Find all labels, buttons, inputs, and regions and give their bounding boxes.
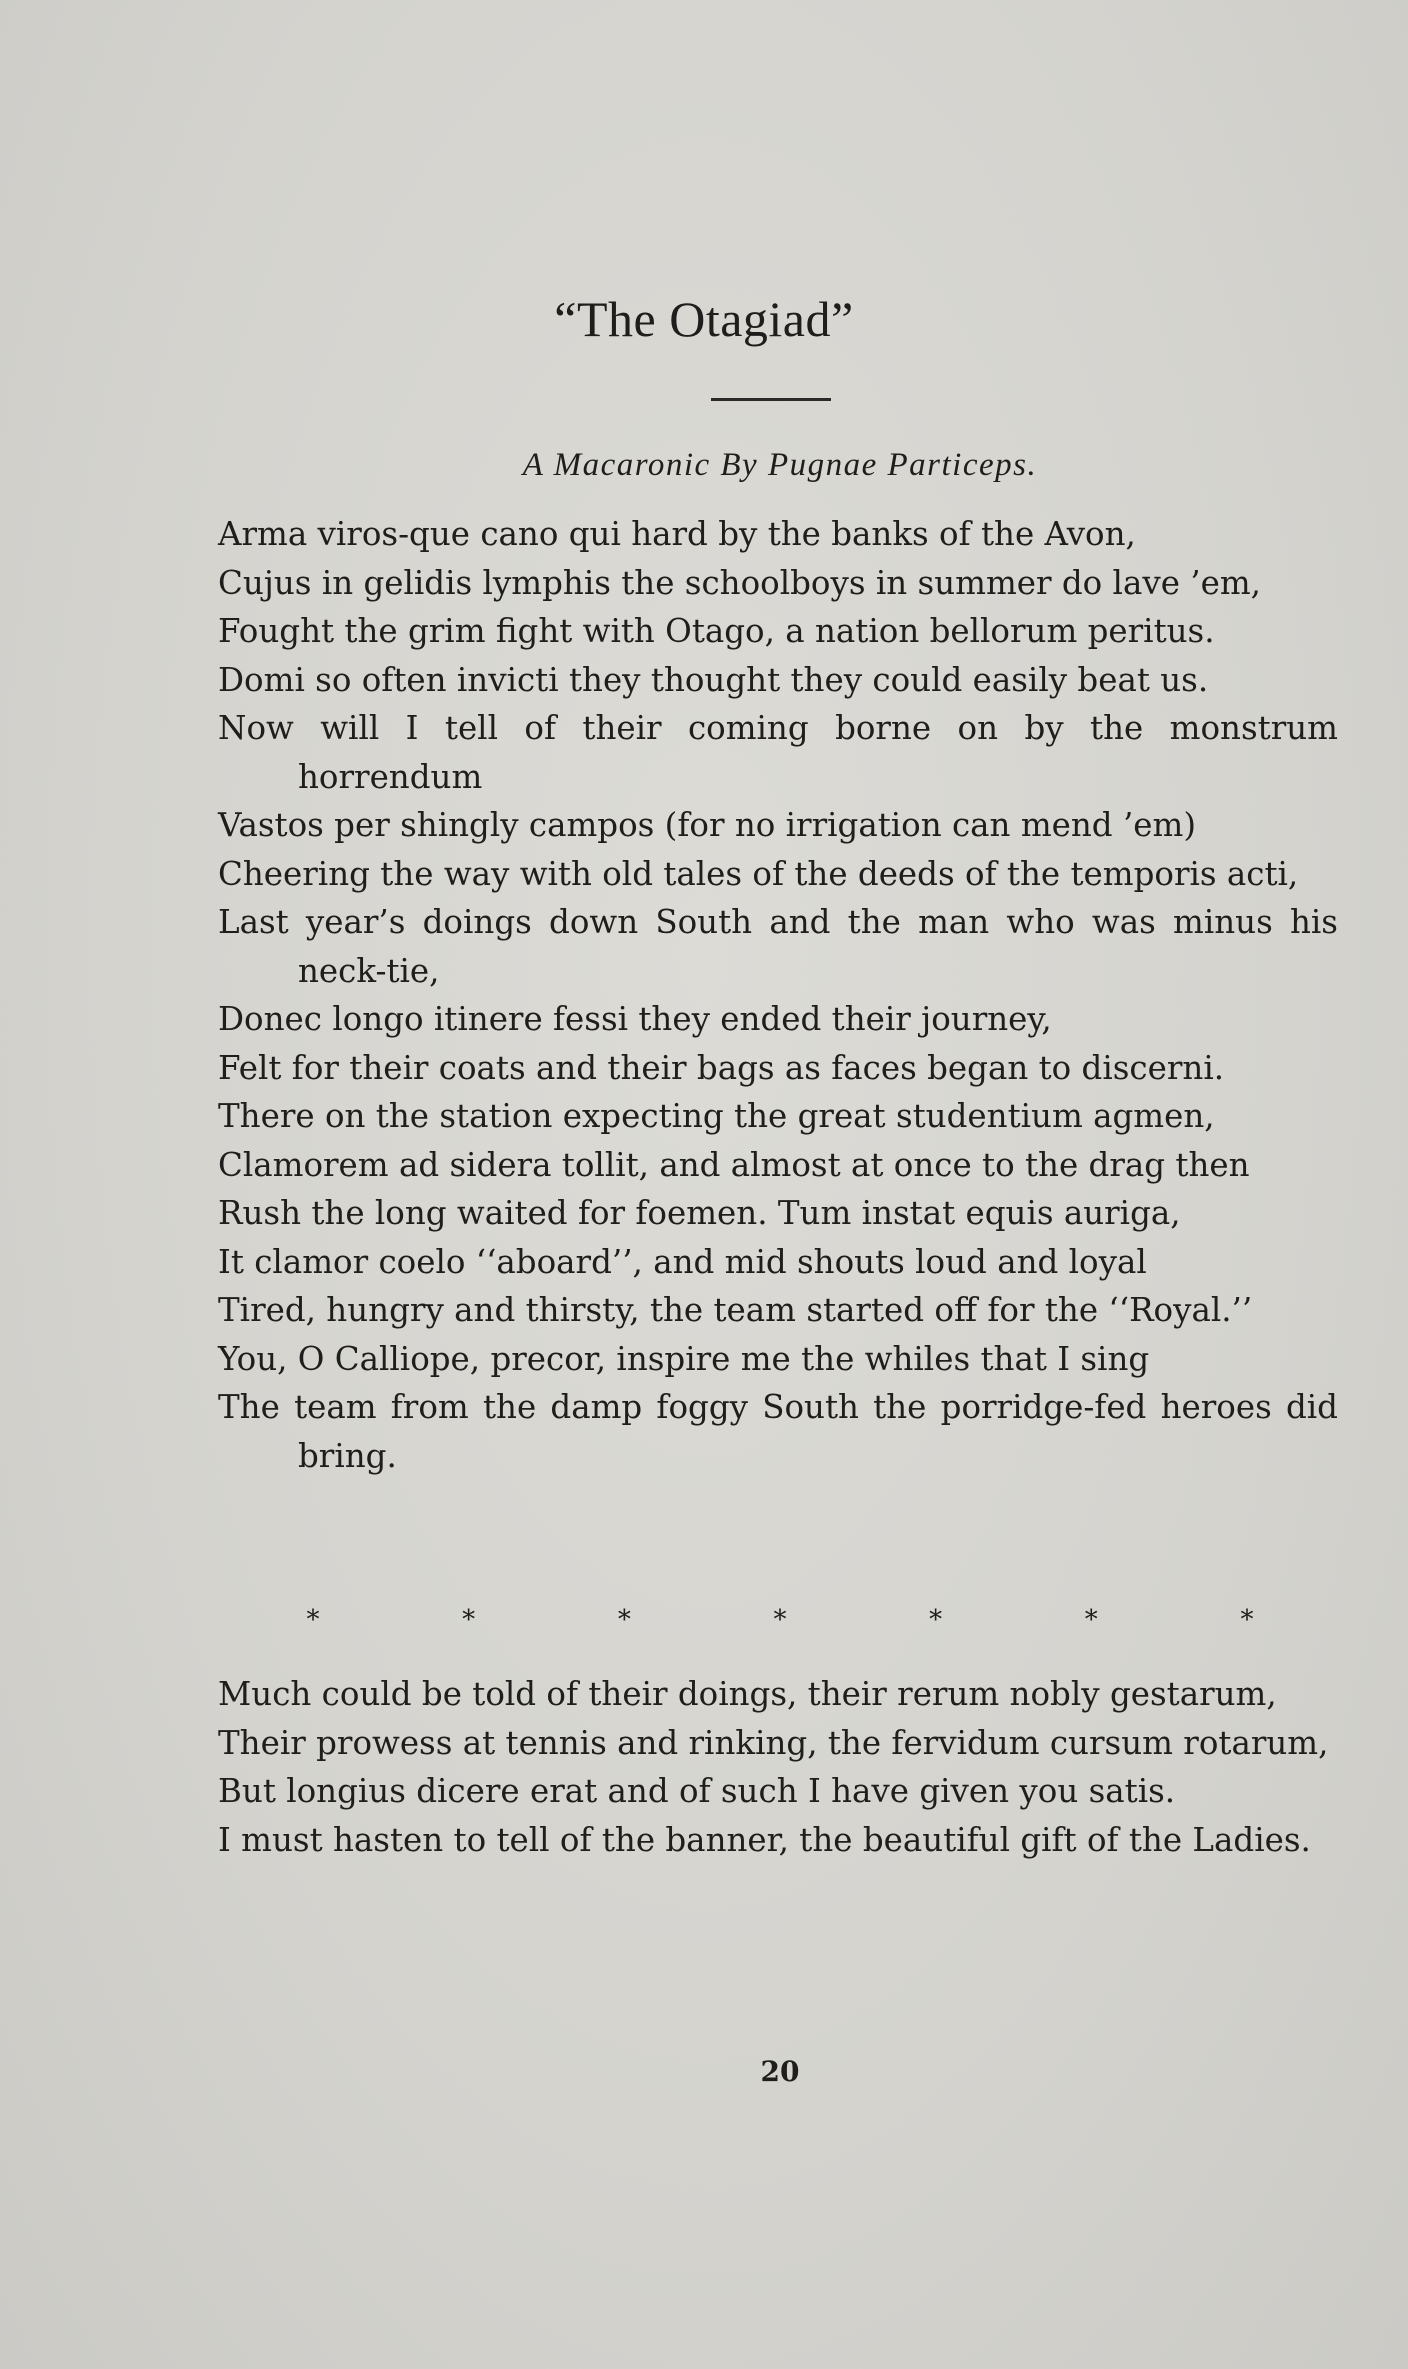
poem-line: The team from the damp foggy South the porridge-fed heroes did bring. (218, 1388, 1338, 1475)
poem-line: Rush the long waited for foemen. Tum instat equis auriga, (218, 1194, 1181, 1232)
section-break-asterisks (300, 1605, 1260, 1635)
asterisk: * (462, 1605, 476, 1635)
asterisk: * (306, 1605, 320, 1635)
asterisk: * (1240, 1605, 1254, 1635)
poem-line: It clamor coelo ‘‘aboard’’, and mid shouts loud and loyal (218, 1242, 1147, 1281)
page-number: 20 (760, 2055, 800, 2088)
title-rule (711, 398, 831, 401)
poem-subtitle: A Macaronic By Pugnae Particeps. (522, 447, 1038, 483)
poem-line: Fought the grim fight with Otago, a nation bellorum peritus. (218, 612, 1215, 650)
poem-line: I must hasten to tell of the banner, the beautiful gift of the Ladies. (218, 1820, 1311, 1859)
poem-line: Vastos per shingly campos (for no irrigation can mend ’em) (218, 806, 1196, 844)
asterisk: * (929, 1605, 943, 1635)
poem-line: Their prowess at tennis and rinking, the fervidum cursum rotarum, (218, 1723, 1329, 1762)
stanza-1 (218, 510, 1338, 1480)
poem-line: Felt for their coats and their bags as faces began to discerni. (218, 1048, 1225, 1087)
poem-line: But longius dicere erat and of such I have given you satis. (218, 1772, 1176, 1810)
poem-line: Domi so often invicti they thought they could easily beat us. (218, 660, 1209, 699)
poem-line: Last year’s doings down South and the man who was minus his neck-tie, (218, 903, 1338, 990)
asterisk: * (1084, 1605, 1098, 1635)
poem-line: Clamorem ad sidera tollit, and almost at once to the drag then (218, 1145, 1250, 1184)
poem-line: You, O Calliope, precor, inspire me the whiles that I sing (218, 1339, 1150, 1378)
poem-line: Cheering the way with old tales of the deeds of the temporis acti, (218, 854, 1299, 893)
poem-title: “The Otagiad” (554, 291, 854, 347)
stanza-2 (218, 1670, 1338, 1864)
poem-line: Donec longo itinere fessi they ended their journey, (218, 1000, 1052, 1038)
poem-line: Cujus in gelidis lymphis the schoolboys in summer do lave ’em, (218, 563, 1261, 602)
asterisk: * (773, 1605, 787, 1635)
poem-line: Much could be told of their doings, their rerum nobly gestarum, (218, 1675, 1277, 1713)
asterisk: * (617, 1605, 631, 1635)
poem-line: Tired, hungry and thirsty, the team started off for the ‘‘Royal.’’ (218, 1291, 1253, 1329)
poem-line: There on the station expecting the great studentium agmen, (218, 1097, 1215, 1135)
poem-line: Arma viros-que cano qui hard by the banks of the Avon, (218, 515, 1136, 553)
poem-line: Now will I tell of their coming borne on by the monstrum horrendum (218, 709, 1338, 796)
